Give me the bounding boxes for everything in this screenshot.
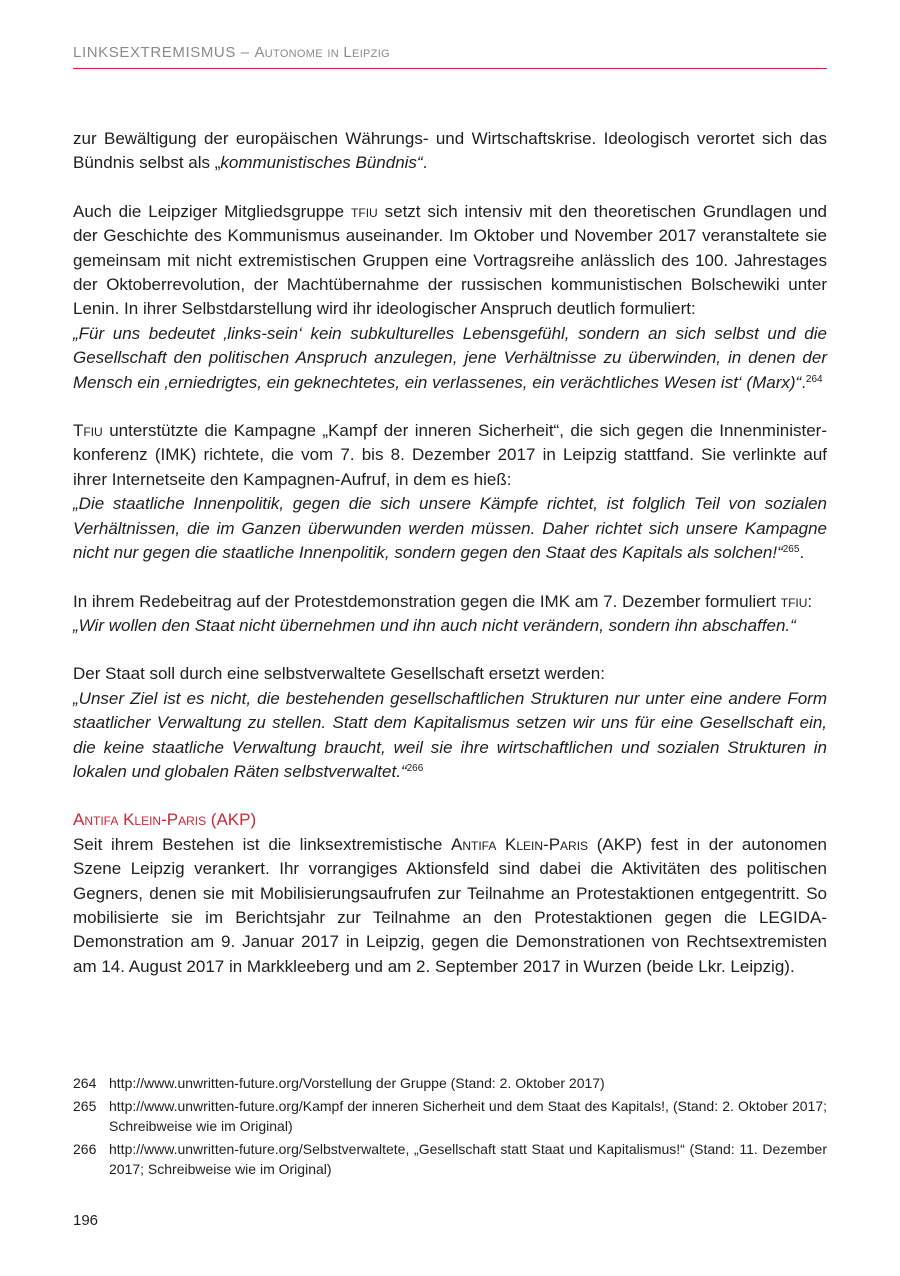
p1-quote: kommunistisches Bündnis“ (220, 153, 423, 173)
header-separator: – (235, 44, 255, 61)
footnote-text: http://www.unwritten-future.org/Vorstellung der Gruppe (Stand: 2. Oktober 2017) (109, 1075, 605, 1091)
footnote-ref-265[interactable]: 265 (782, 544, 800, 556)
running-header (73, 44, 827, 61)
p1-end: . (422, 153, 428, 173)
footnote-265 (73, 1096, 827, 1137)
main-text (73, 127, 827, 979)
footnote-ref-266[interactable]: 266 (406, 762, 424, 774)
footnote-number: 265 (73, 1097, 97, 1114)
p2-text-2: setzt sich intensiv mit den theoretischen Grundlagen und der Geschichte des Kommunismus auseinander. Im Oktober und November 2017 veranstaltete sie gemeinsam mit nicht extremistischen Gruppen eine Vortragsreihe anlässlich des 100. Jahrestages der Oktoberrevolution, der Machtübernahme der russischen kommunistischen Bolschewiki unter Lenin. In ihrer Selbstdarstellung wird ihr ideologischer Anspruch deutlich formuliert: (73, 201, 828, 319)
footnotes (73, 1073, 827, 1182)
p2-org: tfiu (351, 201, 378, 221)
akp-org: Antifa Klein-Paris (451, 834, 589, 854)
header-subtitle: Autonome in Leipzig (254, 44, 390, 61)
footnote-text: http://www.unwritten-future.org/Selbstverwaltete, „Gesellschaft statt Staat und Kapitalismus!“ (Stand: 11. Dezember 2017; Schreibweise wie im Original) (109, 1140, 827, 1177)
akp-text-1: Seit ihrem Bestehen ist die linksextremistische (73, 834, 451, 854)
footnote-266 (73, 1139, 827, 1180)
p4-text: In ihrem Redebeitrag auf der Protestdemonstration gegen die IMK am 7. Dezember formuliert (73, 591, 781, 611)
p4-colon: : (807, 591, 813, 611)
p1-text: zur Bewältigung der europäischen Währungs- und Wirtschaftskrise. Ideologisch verortet sich das Bündnis selbst als „ (73, 129, 827, 173)
page-number: 196 (73, 1212, 99, 1229)
p2-quote: „Für uns bedeutet ‚links-sein‘ kein subkulturelles Lebensgefühl, sondern an sich selbst und die Gesellschaft den politischen Anspruch anzulegen, jene Verhältnisse zu überwinden, in denen der Mensch ein ‚erniedrigtes, ein geknechtetes, ein verlassenes, ein verächtliches Wesen ist‘ (Marx)“ (73, 323, 827, 392)
p2-end: . (801, 372, 806, 392)
footnote-ref-264[interactable]: 264 (805, 373, 823, 385)
footnote-number: 266 (73, 1140, 97, 1157)
header-rule (73, 68, 827, 69)
footnote-264 (73, 1073, 827, 1094)
p5-quote: „Unser Ziel ist es nicht, die bestehenden gesellschaftlichen Strukturen nur unter eine andere Form staatlicher Verwaltung zu stellen. Statt dem Kapitalismus setzen wir uns für eine Gesellschaft ein, die keine staatliche Verwaltung braucht, weil sie ihre wirtschaftlichen und sozialen Strukturen in lokalen und globalen Räten selbstverwaltet.“ (73, 688, 827, 781)
footnote-text: http://www.unwritten-future.org/Kampf der inneren Sicherheit und dem Staat des Kapitals!, (Stand: 2. Oktober 2017; Schreibweise wie im Original) (109, 1097, 827, 1134)
paragraph-akp (73, 833, 827, 979)
paragraph-4 (73, 590, 827, 639)
p3-text: unterstützte die Kampagne „Kampf der inneren Sicherheit“, die sich gegen die Innenministerkonferenz (IMK) richtete, die vom 7. bis 8. Dezember 2017 in Leipzig stattfand. Sie verlinkte auf ihrer Internetseite den Kampagnen-Aufruf, in dem es hieß: (73, 421, 827, 489)
paragraph-2 (73, 200, 827, 395)
paragraph-1 (73, 127, 827, 176)
footnote-number: 264 (73, 1075, 97, 1091)
p4-quote: „Wir wollen den Staat nicht übernehmen und ihn auch nicht verändern, sondern ihn abschaffen.“ (73, 615, 796, 635)
p3-quote: „Die staatliche Innenpolitik, gegen die sich unsere Kämpfe richtet, ist folglich Teil von sozialen Verhältnissen, die im Ganzen überwunden werden müssen. Daher richtet sich unsere Kampagne nicht nur gegen die staatliche Innenpolitik, sondern gegen den Staat des Kapitals als solchen!“ (73, 494, 827, 563)
p2-text-1: Auch die Leipziger Mitgliedsgruppe (73, 201, 352, 221)
akp-text-2: (AKP) fest in der autonomen Szene Leipzig verankert. Ihr vorrangiges Aktionsfeld sind dabei die Aktivitäten des politischen Gegners, denen sie mit Mobilisierungsaufrufen zur Teilnahme an Protestaktionen entgegentritt. So mobilisierte sie im Berichtsjahr zur Teilnahme an den Protestaktionen gegen die LEGIDA-Demonstration am 9. Januar 2017 in Leipzig, gegen die Demonstrationen von Rechtsextremisten am 14. August 2017 in Markkleeberg und am 2. September 2017 in Wurzen (beide Lkr. Leipzig). (73, 834, 828, 976)
p4-org: tfiu (780, 591, 808, 611)
section-heading-akp: Antifa Klein-Paris (AKP) (73, 810, 257, 830)
paragraph-5 (73, 662, 827, 784)
p5-text: Der Staat soll durch eine selbstverwaltete Gesellschaft ersetzt werden: (73, 664, 605, 684)
p3-org: Tfiu (73, 421, 103, 441)
paragraph-3 (73, 419, 827, 565)
header-main: LINKSEXTREMISMUS (73, 44, 236, 61)
p3-end: . (799, 543, 805, 563)
